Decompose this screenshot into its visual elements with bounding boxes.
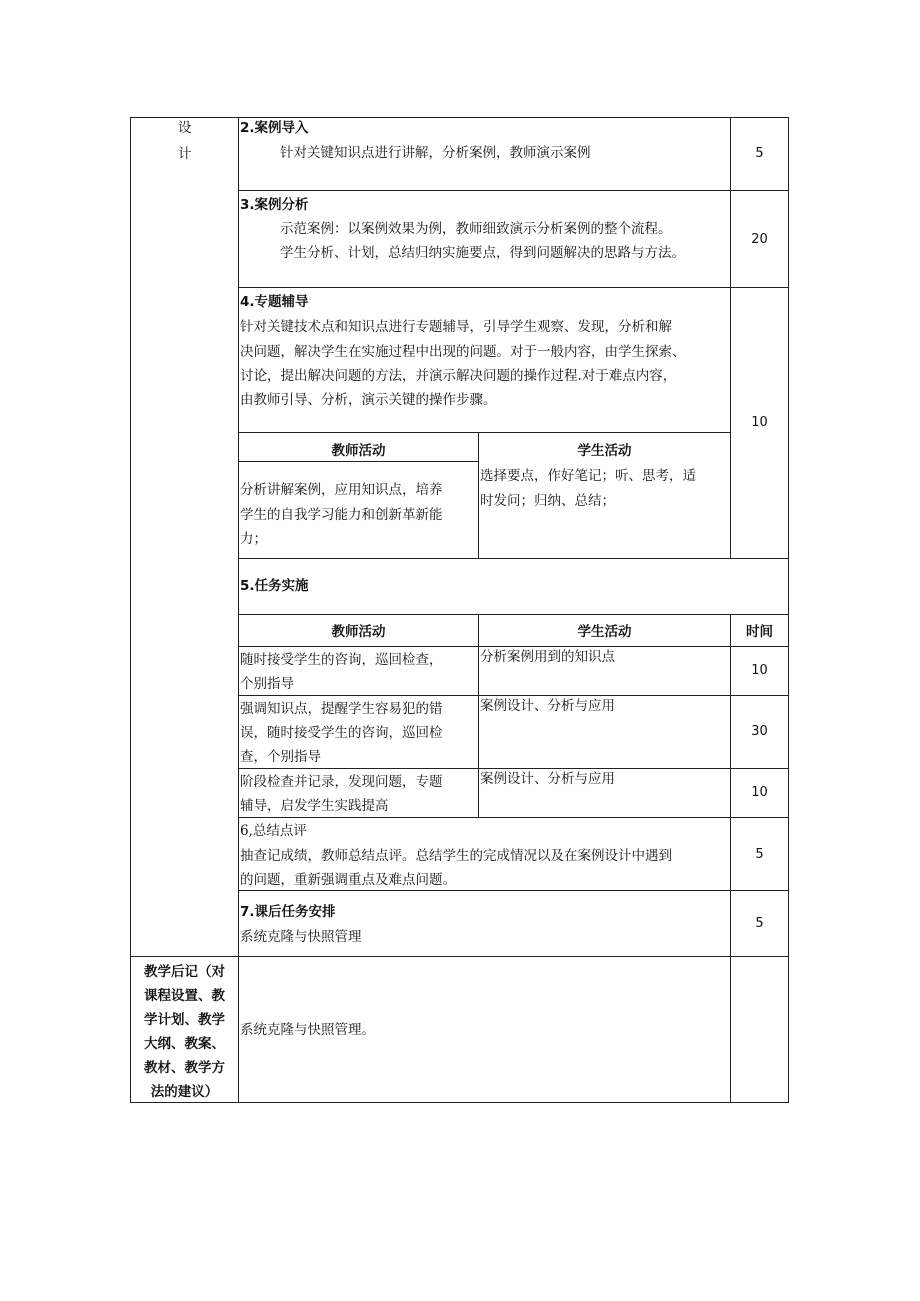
sec5-time-header: 时间 <box>746 624 773 640</box>
sec2-title: 2.案例导入 <box>240 120 309 136</box>
sec3-time: 20 <box>751 232 768 247</box>
sec5-row2-teacher-line1: 强调知识点，提醒学生容易犯的错 <box>240 701 443 717</box>
sec5-row2-teacher-line2: 误，随时接受学生的咨询，巡回检 <box>240 725 443 741</box>
table-top-border <box>130 117 789 118</box>
sec7-body: 系统克隆与快照管理 <box>240 929 362 945</box>
time-column-divider <box>730 117 731 559</box>
sec5-row2-time: 30 <box>751 724 768 739</box>
postscript-label-line2: 课程设置、教 <box>144 988 225 1004</box>
sec4-teacher-line1: 分析讲解案例，应用知识点，培养 <box>240 482 443 498</box>
postscript-top <box>130 956 789 957</box>
sec5-subtable-top <box>238 614 789 615</box>
sec6-line1: 抽查记成绩，教师总结点评。总结学生的完成情况以及在案例设计中遇到 <box>240 848 672 864</box>
sec3-line2: 学生分析、计划，总结归纳实施要点，得到问题解决的思路与方法。 <box>280 245 685 261</box>
sec5-student-header: 学生活动 <box>577 624 632 640</box>
sec5-row1-teacher-line2: 个别指导 <box>240 676 294 692</box>
postscript-label-line1: 教学后记（对 <box>144 964 225 980</box>
sec4-student-line2: 时发问；归纳、总结； <box>480 493 615 509</box>
sec4-time: 10 <box>751 415 768 430</box>
sec5-row2-teacher-line3: 查，个别指导 <box>240 749 321 765</box>
sec4-line4: 由教师引导、分析，演示关键的操作步骤。 <box>240 392 497 408</box>
sec2-body: 针对关键知识点进行讲解，分析案例，教师演示案例 <box>280 145 591 161</box>
sec4-teacher-line3: 力； <box>240 531 267 547</box>
postscript-label-line6: 法的建议） <box>150 1084 219 1100</box>
sec7-time: 5 <box>755 916 764 931</box>
sec4-subtable-header-bottom <box>238 461 479 462</box>
sec4-line1: 针对关键技术点和知识点进行专题辅导，引导学生观察、发现，分析和解 <box>240 319 672 335</box>
sec5-row1-student: 分析案例用到的知识点 <box>480 649 615 665</box>
sec3-line1: 示范案例：以案例效果为例，教师细致演示分析案例的整个流程。 <box>280 221 672 237</box>
sec6-time: 5 <box>755 847 764 862</box>
design-label-char2: 计 <box>178 146 192 162</box>
sec5-teacher-header: 教师活动 <box>331 624 386 640</box>
sec3-title: 3.案例分析 <box>240 197 309 213</box>
row-sep-6-7 <box>238 890 789 891</box>
sec4-subtable-top <box>238 432 731 433</box>
row-sep-2-3 <box>238 190 789 191</box>
sec2-time: 5 <box>755 146 764 161</box>
design-label-char1: 设 <box>178 120 192 136</box>
sec5-row3-student: 案例设计、分析与应用 <box>480 771 615 787</box>
sec5-title: 5.任务实施 <box>240 578 309 594</box>
sec5-row3-teacher-line1: 阶段检查并记录，发现问题，专题 <box>240 774 443 790</box>
sec5-row1-time: 10 <box>751 663 768 678</box>
sec4-student-line1: 选择要点，作好笔记；听、思考，适 <box>480 468 696 484</box>
sec5-row1-teacher-line1: 随时接受学生的咨询，巡回检查， <box>240 652 443 668</box>
postscript-body: 系统克隆与快照管理。 <box>240 1022 375 1038</box>
postscript-label-line4: 大纲、教案、 <box>144 1036 225 1052</box>
sec4-teacher-header: 教师活动 <box>331 443 386 459</box>
sec4-line3: 讨论，提出解决问题的方法，并演示解决问题的操作过程.对于难点内容， <box>240 368 677 384</box>
row-sep-3-4 <box>238 287 789 288</box>
sec5-row3-bottom <box>238 817 789 818</box>
sec5-subtable-divider <box>478 614 479 818</box>
sec4-title: 4.专题辅导 <box>240 294 309 310</box>
sec4-line2: 决问题，解决学生在实施过程中出现的问题。对于一般内容，由学生探索、 <box>240 344 686 360</box>
sec7-title: 7.课后任务安排 <box>240 904 336 920</box>
sec6-title: 6,总结点评 <box>240 823 307 839</box>
row-sep-4-5 <box>238 558 789 559</box>
sec4-student-header: 学生活动 <box>577 443 632 459</box>
sec4-teacher-line2: 学生的自我学习能力和创新革新能 <box>240 507 443 523</box>
sec6-line2: 的问题，重新强调重点及难点问题。 <box>240 872 456 888</box>
sec5-row3-teacher-line2: 辅导，启发学生实践提高 <box>240 798 389 814</box>
postscript-label-line5: 教材、教学方 <box>144 1060 225 1076</box>
postscript-label-line3: 学计划、教学 <box>144 1012 225 1028</box>
sec5-row2-student: 案例设计、分析与应用 <box>480 698 615 714</box>
sec5-row3-time: 10 <box>751 785 768 800</box>
table-bottom-border <box>130 1102 789 1103</box>
